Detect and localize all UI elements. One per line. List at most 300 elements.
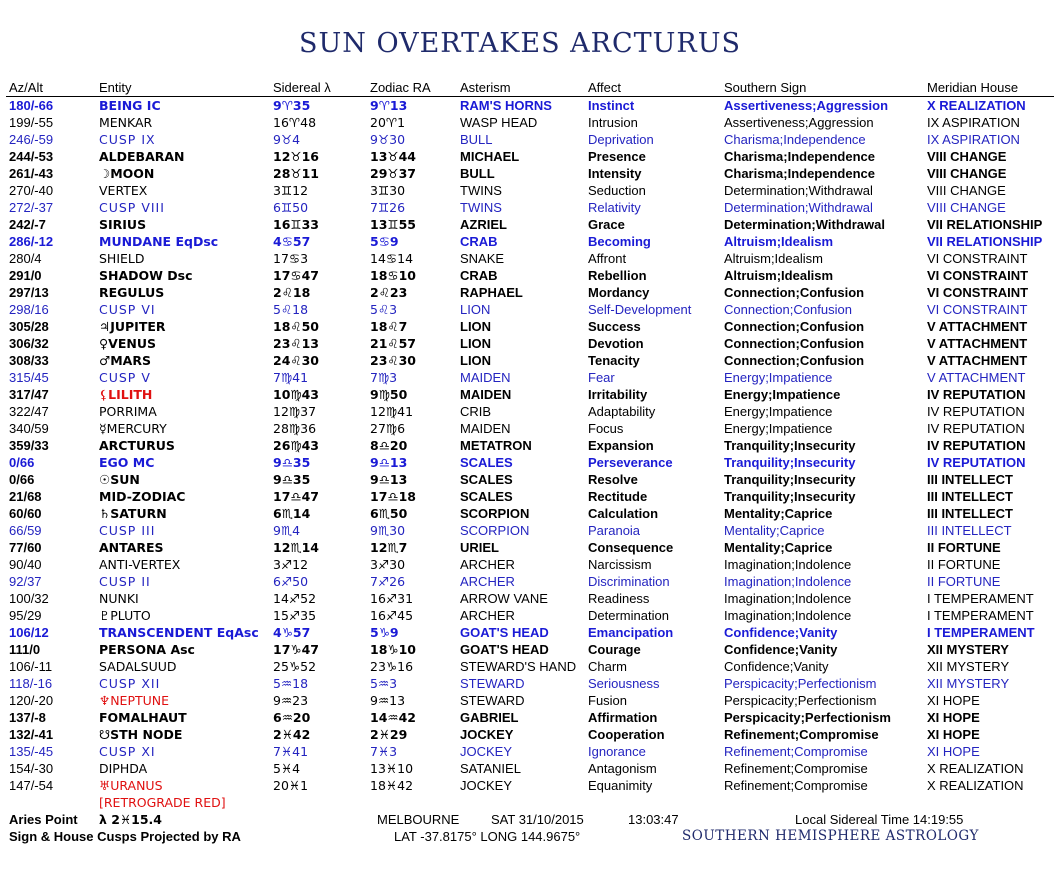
meridian-house-cell: II FORTUNE bbox=[927, 574, 1001, 589]
meridian-house-cell: XI HOPE bbox=[927, 710, 980, 725]
sidereal-longitude-cell: 17♋3 bbox=[273, 251, 309, 266]
lat-long: LAT -37.8175° LONG 144.9675° bbox=[394, 829, 581, 844]
affect-cell: Readiness bbox=[588, 591, 650, 606]
zodiac-ra-cell: 2♓29 bbox=[370, 727, 408, 742]
zodiac-ra-cell: 27♍6 bbox=[370, 421, 406, 436]
meridian-house-cell: IV REPUTATION bbox=[927, 404, 1025, 419]
southern-sign-cell: Refinement;Compromise bbox=[724, 744, 868, 759]
entity-cell: ⚸LILITH bbox=[99, 387, 153, 402]
affect-cell: Instinct bbox=[588, 98, 635, 113]
affect-cell: Self-Development bbox=[588, 302, 692, 317]
az-alt-cell: 111/0 bbox=[9, 642, 41, 657]
zodiac-ra-cell: 9♉30 bbox=[370, 132, 406, 147]
zodiac-ra-cell: 16♐31 bbox=[370, 591, 414, 606]
aries-point-value: λ 2♓15.4 bbox=[99, 812, 163, 827]
asterism-cell: GOAT'S HEAD bbox=[460, 625, 549, 640]
meridian-house-cell: XII MYSTERY bbox=[927, 659, 1010, 674]
az-alt-cell: 60/60 bbox=[9, 506, 42, 521]
asterism-cell: TWINS bbox=[460, 200, 502, 215]
meridian-house-cell: VI CONSTRAINT bbox=[927, 268, 1029, 283]
asterism-cell: CRAB bbox=[460, 234, 498, 249]
sidereal-longitude-cell: 17♎47 bbox=[273, 489, 319, 504]
asterism-cell: CRAB bbox=[460, 268, 498, 283]
table-row bbox=[0, 335, 1054, 352]
southern-sign-cell: Imagination;Indolence bbox=[724, 591, 852, 606]
meridian-house-cell: VII RELATIONSHIP bbox=[927, 234, 1043, 249]
meridian-house-cell: VI CONSTRAINT bbox=[927, 251, 1028, 266]
entity-cell: REGULUS bbox=[99, 285, 165, 300]
header-southern-sign: Southern Sign bbox=[724, 80, 807, 95]
sidereal-longitude-cell: 3♊12 bbox=[273, 183, 309, 198]
table-row bbox=[0, 216, 1054, 233]
sidereal-longitude-cell: 25♑52 bbox=[273, 659, 317, 674]
meridian-house-cell: V ATTACHMENT bbox=[927, 353, 1028, 368]
az-alt-cell: 246/-59 bbox=[9, 132, 54, 147]
entity-cell: ♇PLUTO bbox=[99, 608, 151, 623]
table-row bbox=[0, 233, 1054, 250]
table-row bbox=[0, 539, 1054, 556]
table-row bbox=[0, 199, 1054, 216]
page-title: SUN OVERTAKES ARCTURUS bbox=[298, 28, 741, 59]
affect-cell: Seriousness bbox=[588, 676, 660, 691]
zodiac-ra-cell: 12♍41 bbox=[370, 404, 414, 419]
zodiac-ra-cell: 9♍50 bbox=[370, 387, 408, 402]
az-alt-cell: 199/-55 bbox=[9, 115, 54, 130]
affect-cell: Emancipation bbox=[588, 625, 674, 640]
asterism-cell: GABRIEL bbox=[460, 710, 519, 725]
asterism-cell: LION bbox=[460, 353, 492, 368]
entity-cell: CUSP III bbox=[99, 523, 156, 538]
zodiac-ra-cell: 9♎13 bbox=[370, 472, 408, 487]
entity-cell: PERSONA Asc bbox=[99, 642, 195, 657]
meridian-house-cell: V ATTACHMENT bbox=[927, 370, 1026, 385]
affect-cell: Fear bbox=[588, 370, 615, 385]
az-alt-cell: 106/-11 bbox=[9, 659, 53, 674]
az-alt-cell: 120/-20 bbox=[9, 693, 54, 708]
zodiac-ra-cell: 3♊30 bbox=[370, 183, 406, 198]
zodiac-ra-cell: 18♑10 bbox=[370, 642, 416, 657]
table-row bbox=[0, 454, 1054, 471]
sidereal-longitude-cell: 24♌30 bbox=[273, 353, 319, 368]
entity-cell: SIRIUS bbox=[99, 217, 147, 232]
zodiac-ra-cell: 16♐45 bbox=[370, 608, 414, 623]
table-row bbox=[0, 675, 1054, 692]
time: 13:03:47 bbox=[628, 812, 679, 827]
southern-sign-cell: Tranquility;Insecurity bbox=[724, 472, 856, 487]
zodiac-ra-cell: 29♉37 bbox=[370, 166, 416, 181]
southern-sign-cell: Connection;Confusion bbox=[724, 353, 865, 368]
asterism-cell: LION bbox=[460, 319, 492, 334]
asterism-cell: BULL bbox=[460, 166, 495, 181]
southern-sign-cell: Connection;Confusion bbox=[724, 336, 865, 351]
asterism-cell: LION bbox=[460, 302, 491, 317]
az-alt-cell: 147/-54 bbox=[9, 778, 54, 793]
meridian-house-cell: X REALIZATION bbox=[927, 761, 1024, 776]
sidereal-longitude-cell: 3♐12 bbox=[273, 557, 309, 572]
southern-sign-cell: Mentality;Caprice bbox=[724, 540, 833, 555]
affect-cell: Perseverance bbox=[588, 455, 673, 470]
meridian-house-cell: II FORTUNE bbox=[927, 540, 1001, 555]
meridian-house-cell: XI HOPE bbox=[927, 727, 980, 742]
table-row bbox=[0, 709, 1054, 726]
affect-cell: Affirmation bbox=[588, 710, 658, 725]
sidereal-longitude-cell: 9♏4 bbox=[273, 523, 301, 538]
meridian-house-cell: VIII CHANGE bbox=[927, 183, 1006, 198]
affect-cell: Becoming bbox=[588, 234, 651, 249]
meridian-house-cell: IV REPUTATION bbox=[927, 438, 1026, 453]
affect-cell: Ignorance bbox=[588, 744, 646, 759]
asterism-cell: METATRON bbox=[460, 438, 532, 453]
sidereal-longitude-cell: 17♋47 bbox=[273, 268, 319, 283]
southern-sign-cell: Tranquility;Insecurity bbox=[724, 455, 856, 470]
affect-cell: Rebellion bbox=[588, 268, 647, 283]
entity-cell: DIPHDA bbox=[99, 761, 148, 776]
az-alt-cell: 322/47 bbox=[9, 404, 49, 419]
asterism-cell: ARCHER bbox=[460, 574, 515, 589]
meridian-house-cell: VIII CHANGE bbox=[927, 149, 1007, 164]
entity-cell: ♀VENUS bbox=[99, 336, 156, 351]
sidereal-longitude-cell: 6♐50 bbox=[273, 574, 309, 589]
az-alt-cell: 242/-7 bbox=[9, 217, 46, 232]
table-row bbox=[0, 386, 1054, 403]
az-alt-cell: 280/4 bbox=[9, 251, 42, 266]
asterism-cell: MAIDEN bbox=[460, 421, 511, 436]
meridian-house-cell: I TEMPERAMENT bbox=[927, 591, 1034, 606]
local-sidereal-time: Local Sidereal Time 14:19:55 bbox=[795, 812, 964, 827]
sidereal-longitude-cell: 9♉4 bbox=[273, 132, 301, 147]
sidereal-longitude-cell: 26♍43 bbox=[273, 438, 319, 453]
meridian-house-cell: VI CONSTRAINT bbox=[927, 302, 1028, 317]
southern-sign-cell: Connection;Confusion bbox=[724, 319, 865, 334]
entity-cell: TRANSCENDENT EqAsc bbox=[99, 625, 259, 640]
sidereal-longitude-cell: 23♌13 bbox=[273, 336, 319, 351]
entity-cell: CUSP IX bbox=[99, 132, 156, 147]
asterism-cell: JOCKEY bbox=[460, 778, 513, 793]
southern-sign-cell: Perspicacity;Perfectionism bbox=[724, 710, 891, 725]
sidereal-longitude-cell: 4♑57 bbox=[273, 625, 311, 640]
table-row bbox=[0, 573, 1054, 590]
zodiac-ra-cell: 13♉44 bbox=[370, 149, 416, 164]
asterism-cell: SATANIEL bbox=[460, 761, 521, 776]
aries-point-label: Aries Point bbox=[9, 812, 78, 827]
affect-cell: Resolve bbox=[588, 472, 638, 487]
zodiac-ra-cell: 17♎18 bbox=[370, 489, 416, 504]
sidereal-longitude-cell: 9♒23 bbox=[273, 693, 309, 708]
table-row bbox=[0, 624, 1054, 641]
asterism-cell: TWINS bbox=[460, 183, 502, 198]
header-azalt: Az/Alt bbox=[9, 80, 43, 95]
az-alt-cell: 135/-45 bbox=[9, 744, 54, 759]
zodiac-ra-cell: 7♍3 bbox=[370, 370, 398, 385]
sidereal-longitude-cell: 12♉16 bbox=[273, 149, 319, 164]
affect-cell: Presence bbox=[588, 149, 646, 164]
az-alt-cell: 106/12 bbox=[9, 625, 49, 640]
az-alt-cell: 100/32 bbox=[9, 591, 49, 606]
southern-sign-cell: Energy;Impatience bbox=[724, 387, 841, 402]
zodiac-ra-cell: 5♌3 bbox=[370, 302, 398, 317]
table-row bbox=[0, 148, 1054, 165]
table-row bbox=[0, 318, 1054, 335]
az-alt-cell: 298/16 bbox=[9, 302, 49, 317]
header-asterism: Asterism bbox=[460, 80, 511, 95]
asterism-cell: WASP HEAD bbox=[460, 115, 538, 130]
sidereal-longitude-cell: 7♓41 bbox=[273, 744, 309, 759]
table-row bbox=[0, 403, 1054, 420]
table-row bbox=[0, 658, 1054, 675]
header-meridian-house: Meridian House bbox=[927, 80, 1019, 95]
asterism-cell: SCORPION bbox=[460, 523, 530, 538]
az-alt-cell: 308/33 bbox=[9, 353, 49, 368]
sidereal-longitude-cell: 6♏14 bbox=[273, 506, 311, 521]
az-alt-cell: 286/-12 bbox=[9, 234, 54, 249]
entity-cell: CUSP XII bbox=[99, 676, 161, 691]
zodiac-ra-cell: 23♑16 bbox=[370, 659, 414, 674]
header-sidereal: Sidereal λ bbox=[273, 80, 331, 95]
sidereal-longitude-cell: 12♏14 bbox=[273, 540, 319, 555]
entity-cell: ANTI-VERTEX bbox=[99, 557, 181, 572]
asterism-cell: SCALES bbox=[460, 489, 513, 504]
entity-cell: ARCTURUS bbox=[99, 438, 175, 453]
affect-cell: Adaptability bbox=[588, 404, 656, 419]
zodiac-ra-cell: 9♈13 bbox=[370, 98, 408, 113]
entity-cell: MUNDANE EqDsc bbox=[99, 234, 219, 249]
table-row bbox=[0, 131, 1054, 148]
entity-cell: ☽MOON bbox=[99, 166, 155, 181]
southern-sign-cell: Connection;Confusion bbox=[724, 302, 852, 317]
sidereal-longitude-cell: 7♍41 bbox=[273, 370, 309, 385]
entity-cell: ♂MARS bbox=[99, 353, 151, 368]
asterism-cell: RAPHAEL bbox=[460, 285, 523, 300]
southern-sign-cell: Energy;Impatience bbox=[724, 404, 833, 419]
southern-sign-cell: Confidence;Vanity bbox=[724, 659, 829, 674]
entity-cell: CUSP VI bbox=[99, 302, 156, 317]
southern-sign-cell: Altruism;Idealism bbox=[724, 234, 834, 249]
southern-sign-cell: Refinement;Compromise bbox=[724, 727, 879, 742]
sidereal-longitude-cell: 28♉11 bbox=[273, 166, 319, 181]
affect-cell: Paranoia bbox=[588, 523, 641, 538]
affect-cell: Narcissism bbox=[588, 557, 652, 572]
affect-cell: Devotion bbox=[588, 336, 644, 351]
entity-cell: SHADOW Dsc bbox=[99, 268, 193, 283]
asterism-cell: CRIB bbox=[460, 404, 492, 419]
southern-sign-cell: Charisma;Independence bbox=[724, 132, 866, 147]
az-alt-cell: 95/29 bbox=[9, 608, 42, 623]
zodiac-ra-cell: 18♌7 bbox=[370, 319, 408, 334]
zodiac-ra-cell: 7♓3 bbox=[370, 744, 398, 759]
table-row bbox=[0, 114, 1054, 131]
meridian-house-cell: VIII CHANGE bbox=[927, 200, 1006, 215]
southern-sign-cell: Altruism;Idealism bbox=[724, 251, 823, 266]
southern-sign-cell: Assertiveness;Aggression bbox=[724, 115, 874, 130]
az-alt-cell: 118/-16 bbox=[9, 676, 53, 691]
az-alt-cell: 340/59 bbox=[9, 421, 49, 436]
az-alt-cell: 272/-37 bbox=[9, 200, 54, 215]
sidereal-longitude-cell: 5♒18 bbox=[273, 676, 309, 691]
meridian-house-cell: II FORTUNE bbox=[927, 557, 1001, 572]
southern-sign-cell: Refinement;Compromise bbox=[724, 761, 868, 776]
meridian-house-cell: I TEMPERAMENT bbox=[927, 608, 1034, 623]
zodiac-ra-cell: 13♓10 bbox=[370, 761, 414, 776]
az-alt-cell: 92/37 bbox=[9, 574, 42, 589]
az-alt-cell: 90/40 bbox=[9, 557, 42, 572]
southern-sign-cell: Imagination;Indolence bbox=[724, 608, 852, 623]
entity-cell: ALDEBARAN bbox=[99, 149, 185, 164]
az-alt-cell: 21/68 bbox=[9, 489, 42, 504]
table-row bbox=[0, 97, 1054, 114]
brand-text: SOUTHERN HEMISPHERE ASTROLOGY bbox=[682, 828, 979, 844]
table-row bbox=[0, 556, 1054, 573]
entity-cell: CUSP II bbox=[99, 574, 151, 589]
southern-sign-cell: Determination;Withdrawal bbox=[724, 200, 873, 215]
asterism-cell: JOCKEY bbox=[460, 744, 513, 759]
table-row bbox=[0, 726, 1054, 743]
entity-cell: ☉SUN bbox=[99, 472, 140, 487]
table-row bbox=[0, 284, 1054, 301]
sidereal-longitude-cell: 28♍36 bbox=[273, 421, 317, 436]
az-alt-cell: 0/66 bbox=[9, 455, 35, 470]
sidereal-longitude-cell: 15♐35 bbox=[273, 608, 317, 623]
table-row bbox=[0, 250, 1054, 267]
asterism-cell: LION bbox=[460, 336, 492, 351]
sidereal-longitude-cell: 2♌18 bbox=[273, 285, 311, 300]
table-row bbox=[0, 352, 1054, 369]
affect-cell: Calculation bbox=[588, 506, 659, 521]
meridian-house-cell: VI CONSTRAINT bbox=[927, 285, 1029, 300]
entity-cell: FOMALHAUT bbox=[99, 710, 187, 725]
meridian-house-cell: III INTELLECT bbox=[927, 489, 1013, 504]
southern-sign-cell: Connection;Confusion bbox=[724, 285, 865, 300]
meridian-house-cell: IX ASPIRATION bbox=[927, 115, 1020, 130]
table-row bbox=[0, 437, 1054, 454]
southern-sign-cell: Confidence;Vanity bbox=[724, 642, 838, 657]
affect-cell: Mordancy bbox=[588, 285, 650, 300]
entity-cell: CUSP V bbox=[99, 370, 151, 385]
zodiac-ra-cell: 23♌30 bbox=[370, 353, 416, 368]
az-alt-cell: 270/-40 bbox=[9, 183, 54, 198]
entity-cell: ♆NEPTUNE bbox=[99, 693, 170, 708]
affect-cell: Intrusion bbox=[588, 115, 638, 130]
meridian-house-cell: I TEMPERAMENT bbox=[927, 625, 1035, 640]
table-row bbox=[0, 301, 1054, 318]
southern-sign-cell: Perspicacity;Perfectionism bbox=[724, 676, 877, 691]
sidereal-longitude-cell: 6♊50 bbox=[273, 200, 309, 215]
meridian-house-cell: X REALIZATION bbox=[927, 98, 1026, 113]
cusps-note: Sign & House Cusps Projected by RA bbox=[9, 829, 241, 844]
az-alt-cell: 137/-8 bbox=[9, 710, 46, 725]
az-alt-cell: 291/0 bbox=[9, 268, 42, 283]
table-row bbox=[0, 505, 1054, 522]
table-row bbox=[0, 522, 1054, 539]
table-row bbox=[0, 590, 1054, 607]
southern-sign-cell: Assertiveness;Aggression bbox=[724, 98, 889, 113]
table-row bbox=[0, 471, 1054, 488]
zodiac-ra-cell: 18♋10 bbox=[370, 268, 416, 283]
zodiac-ra-cell: 21♌57 bbox=[370, 336, 416, 351]
table-row bbox=[0, 692, 1054, 709]
sidereal-longitude-cell: 9♎35 bbox=[273, 472, 311, 487]
affect-cell: Irritability bbox=[588, 387, 648, 402]
southern-sign-cell: Charisma;Independence bbox=[724, 166, 875, 181]
affect-cell: Affront bbox=[588, 251, 627, 266]
table-row bbox=[0, 488, 1054, 505]
asterism-cell: ARCHER bbox=[460, 557, 515, 572]
southern-sign-cell: Determination;Withdrawal bbox=[724, 183, 873, 198]
entity-cell: ♃JUPITER bbox=[99, 319, 166, 334]
az-alt-cell: 317/47 bbox=[9, 387, 49, 402]
header-entity: Entity bbox=[99, 80, 132, 95]
asterism-cell: GOAT'S HEAD bbox=[460, 642, 549, 657]
affect-cell: Grace bbox=[588, 217, 625, 232]
table-row bbox=[0, 760, 1054, 777]
meridian-house-cell: III INTELLECT bbox=[927, 523, 1012, 538]
zodiac-ra-cell: 9♎13 bbox=[370, 455, 408, 470]
southern-sign-cell: Altruism;Idealism bbox=[724, 268, 834, 283]
az-alt-cell: 132/-41 bbox=[9, 727, 54, 742]
entity-cell: ♅URANUS bbox=[99, 778, 163, 793]
entity-cell: NUNKI bbox=[99, 591, 139, 606]
az-alt-cell: 297/13 bbox=[9, 285, 49, 300]
asterism-cell: SCALES bbox=[460, 455, 513, 470]
southern-sign-cell: Energy;Impatience bbox=[724, 370, 833, 385]
entity-cell: CUSP VIII bbox=[99, 200, 165, 215]
zodiac-ra-cell: 9♏30 bbox=[370, 523, 406, 538]
sidereal-longitude-cell: 20♓1 bbox=[273, 778, 309, 793]
az-alt-cell: 305/28 bbox=[9, 319, 49, 334]
zodiac-ra-cell: 5♒3 bbox=[370, 676, 398, 691]
entity-cell: BEING IC bbox=[99, 98, 161, 113]
table-row bbox=[0, 777, 1054, 794]
zodiac-ra-cell: 9♒13 bbox=[370, 693, 406, 708]
asterism-cell: STEWARD bbox=[460, 676, 525, 691]
meridian-house-cell: III INTELLECT bbox=[927, 472, 1013, 487]
asterism-cell: RAM'S HORNS bbox=[460, 98, 552, 113]
southern-sign-cell: Imagination;Indolence bbox=[724, 557, 852, 572]
asterism-cell: AZRIEL bbox=[460, 217, 507, 232]
asterism-cell: JOCKEY bbox=[460, 727, 514, 742]
zodiac-ra-cell: 7♊26 bbox=[370, 200, 406, 215]
table-row bbox=[0, 165, 1054, 182]
entity-cell: SHIELD bbox=[99, 251, 145, 266]
table-row bbox=[0, 420, 1054, 437]
az-alt-cell: 359/33 bbox=[9, 438, 49, 453]
sidereal-longitude-cell: 14♐52 bbox=[273, 591, 317, 606]
az-alt-cell: 180/-66 bbox=[9, 98, 54, 113]
entity-cell: MID-ZODIAC bbox=[99, 489, 186, 504]
sidereal-longitude-cell: 5♓4 bbox=[273, 761, 301, 776]
asterism-cell: SCORPION bbox=[460, 506, 530, 521]
asterism-cell: SCALES bbox=[460, 472, 513, 487]
affect-cell: Consequence bbox=[588, 540, 674, 555]
southern-sign-cell: Imagination;Indolence bbox=[724, 574, 852, 589]
southern-sign-cell: Mentality;Caprice bbox=[724, 506, 833, 521]
asterism-cell: MAIDEN bbox=[460, 370, 511, 385]
southern-sign-cell: Mentality;Caprice bbox=[724, 523, 825, 538]
sidereal-longitude-cell: 17♑47 bbox=[273, 642, 319, 657]
city: MELBOURNE bbox=[377, 812, 460, 827]
zodiac-ra-cell: 12♏7 bbox=[370, 540, 408, 555]
table-row bbox=[0, 641, 1054, 658]
affect-cell: Deprivation bbox=[588, 132, 654, 147]
retrograde-note: [RETROGRADE RED] bbox=[99, 795, 226, 810]
meridian-house-cell: VIII CHANGE bbox=[927, 166, 1007, 181]
southern-sign-cell: Energy;Impatience bbox=[724, 421, 833, 436]
affect-cell: Cooperation bbox=[588, 727, 665, 742]
sidereal-longitude-cell: 18♌50 bbox=[273, 319, 319, 334]
zodiac-ra-cell: 5♋9 bbox=[370, 234, 399, 249]
az-alt-cell: 244/-53 bbox=[9, 149, 54, 164]
entity-cell: ANTARES bbox=[99, 540, 164, 555]
sidereal-longitude-cell: 16♊33 bbox=[273, 217, 319, 232]
